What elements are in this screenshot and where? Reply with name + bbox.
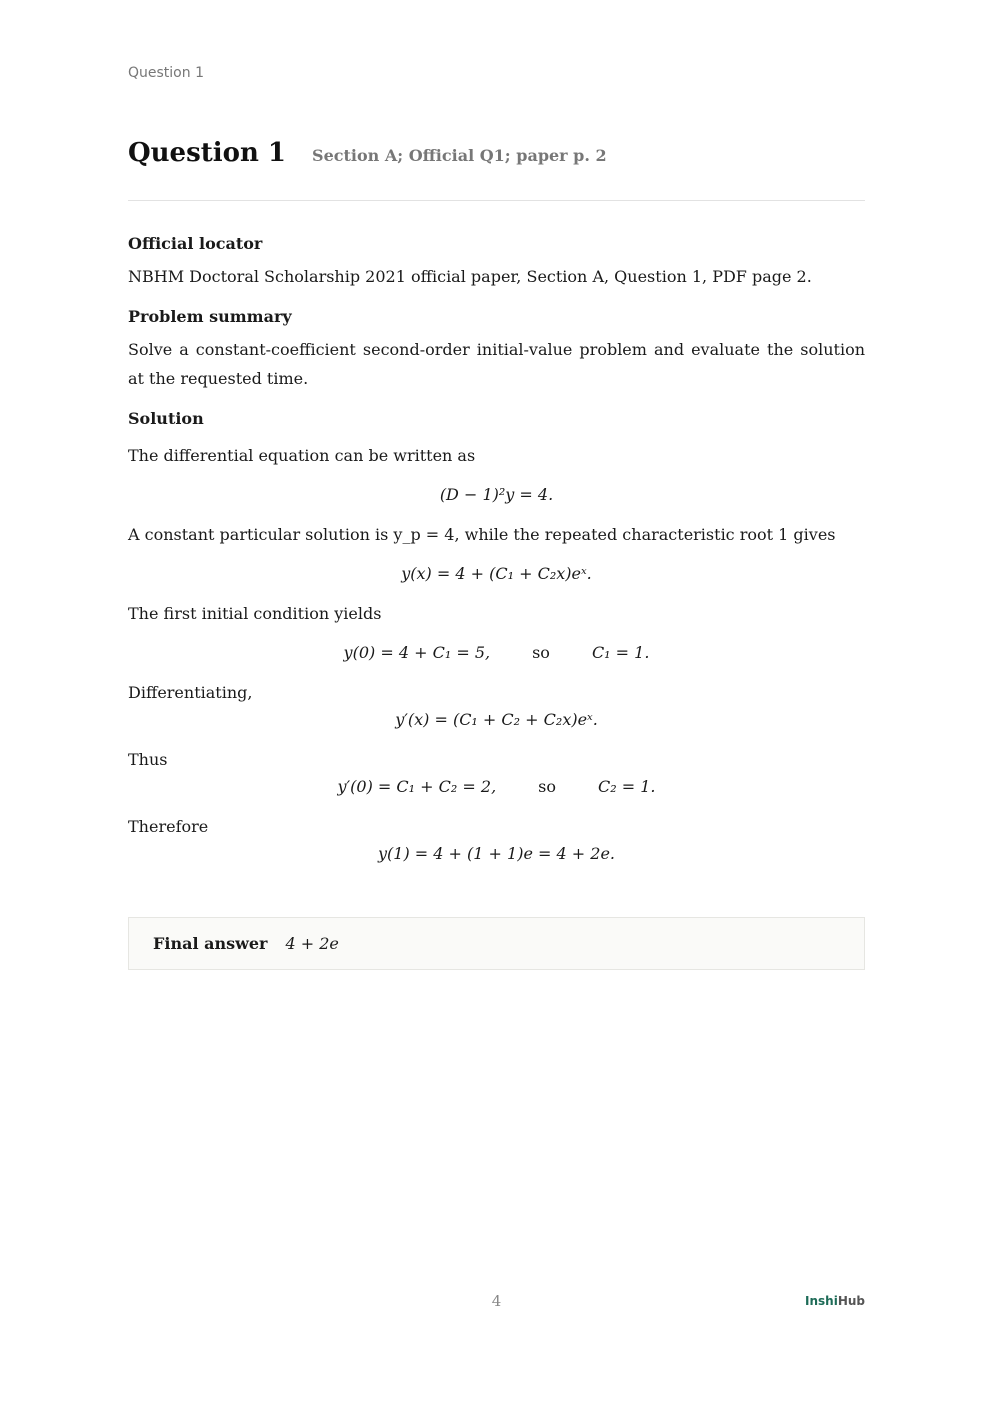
equation-5 (128, 774, 865, 800)
equation-3-so: so (532, 643, 550, 662)
final-answer-box (128, 917, 865, 970)
solution-text-5: Thus (128, 750, 168, 769)
page-title: Question 1 (128, 138, 287, 168)
official-locator-heading: Official locator (128, 234, 263, 253)
solution-text-4: Differentiating, (128, 683, 253, 702)
official-locator-text: NBHM Doctoral Scholarship 2021 official paper, Section A, Question 1, PDF page 2. (128, 267, 812, 286)
problem-summary-section (128, 305, 865, 393)
equation-3 (128, 640, 865, 666)
equation-1: (D − 1)²y = 4. (439, 485, 554, 504)
running-head: Question 1 (128, 65, 204, 81)
page-number: 4 (491, 1292, 502, 1310)
equation-2: y(x) = 4 + (C₁ + C₂x)eˣ. (401, 564, 592, 583)
equation-5-left: y′(0) = C₁ + C₂ = 2, (337, 777, 497, 796)
header-divider (128, 200, 865, 201)
equation-3-right: C₁ = 1. (591, 643, 650, 662)
equation-3-left: y(0) = 4 + C₁ = 5, (343, 643, 491, 662)
solution-heading: Solution (128, 409, 204, 428)
question-header (128, 138, 865, 168)
equation-5-right: C₂ = 1. (598, 777, 656, 796)
problem-summary-text: Solve a constant-coefficient second-order initial-value problem and evaluate the solution at the requested time. (128, 340, 865, 388)
official-locator-section (128, 232, 865, 291)
equation-4: y′(x) = (C₁ + C₂ + C₂x)eˣ. (395, 710, 598, 729)
equation-6: y(1) = 4 + (1 + 1)e = 4 + 2e. (378, 844, 615, 863)
brand-logo (805, 1294, 865, 1308)
equation-5-so: so (538, 777, 556, 796)
final-answer-label: Final answer (153, 934, 268, 953)
solution-text-3: The first initial condition yields (128, 604, 382, 623)
problem-summary-heading: Problem summary (128, 307, 292, 326)
brand-part-2: Hub (837, 1294, 865, 1308)
document-body (128, 232, 865, 879)
solution-section (128, 407, 865, 867)
brand-part-1: Inshi (805, 1294, 838, 1308)
solution-text-2: A constant particular solution is y_p = 4, while the repeated characteristic root 1 gives (128, 525, 836, 544)
solution-intro: The differential equation can be written as (128, 446, 476, 465)
final-answer-value: 4 + 2e (285, 934, 339, 953)
solution-text-6: Therefore (128, 817, 209, 836)
question-locator-subtitle: Section A; Official Q1; paper p. 2 (312, 146, 607, 165)
